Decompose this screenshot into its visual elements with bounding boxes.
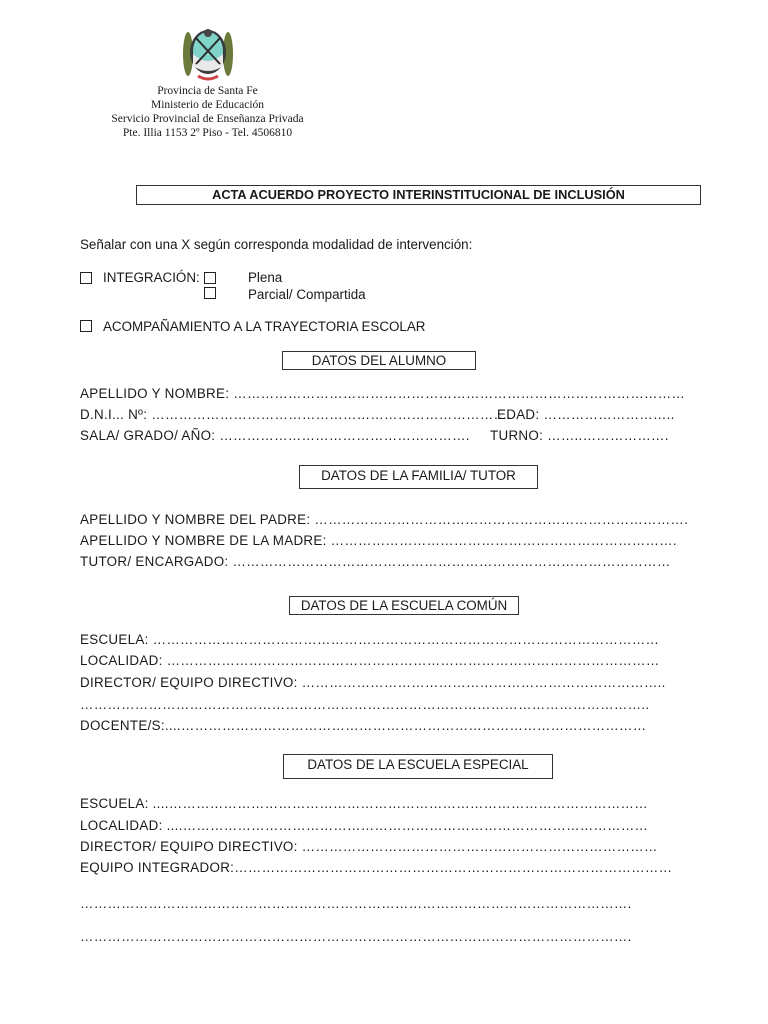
alumno-turno-field[interactable]: TURNO: ……..………………. <box>490 428 669 443</box>
comun-docente-field[interactable]: DOCENTE/S:....………………………………………………………………………………………… <box>80 718 647 733</box>
integracion-label: INTEGRACIÓN: <box>103 270 200 285</box>
alumno-edad-field[interactable]: EDAD: ……………………….. <box>497 407 675 422</box>
familia-heading-text: DATOS DE LA FAMILIA/ TUTOR <box>321 468 516 483</box>
header-line-4: Pte. Illia 1153 2º Piso - Tel. 4506810 <box>122 127 293 139</box>
instruction-text: Señalar con una X según corresponda modalidad de intervención: <box>80 237 473 252</box>
especial-heading-text: DATOS DE LA ESCUELA ESPECIAL <box>307 757 529 772</box>
alumno-apellido-field[interactable]: APELLIDO Y NOMBRE: ……………………………………………………………………………………… <box>80 386 686 401</box>
especial-director-field[interactable]: DIRECTOR/ EQUIPO DIRECTIVO: …………………………………………………………………… <box>80 839 658 854</box>
header-line-3: Servicio Provincial de Enseñanza Privada <box>111 113 304 125</box>
alumno-dni-field[interactable]: D.N.I... Nº: ……………………………………………………………………. <box>80 407 512 422</box>
comun-heading <box>289 596 519 615</box>
comun-director-field[interactable]: DIRECTOR/ EQUIPO DIRECTIVO: …………………………………………………………………….. <box>80 675 666 690</box>
familia-padre-field[interactable]: APELLIDO Y NOMBRE DEL PADRE: ………………………………………………………………………. <box>80 512 689 527</box>
header-line-1: Provincia de Santa Fe <box>157 85 258 97</box>
plena-label: Plena <box>248 270 283 285</box>
especial-blank-line-1[interactable]: …………………………………………………………………………………………………………. <box>80 896 632 911</box>
comun-director-cont-field[interactable]: …………………………………………………………………………………………………………….. <box>80 697 650 712</box>
acompanamiento-label: ACOMPAÑAMIENTO A LA TRAYECTORIA ESCOLAR <box>103 319 426 334</box>
document-title <box>136 185 701 205</box>
acompanamiento-checkbox[interactable] <box>80 320 92 332</box>
comun-escuela-field[interactable]: ESCUELA: ………………………………………………………………………………………………… <box>80 632 660 647</box>
integracion-checkbox[interactable] <box>80 272 92 284</box>
parcial-checkbox[interactable] <box>204 287 216 299</box>
alumno-sala-field[interactable]: SALA/ GRADO/ AÑO: ………………………………………………. <box>80 428 470 443</box>
especial-blank-line-2[interactable]: …………………………………………………………………………………………………………. <box>80 929 632 944</box>
especial-heading <box>283 754 553 779</box>
familia-heading <box>299 465 538 489</box>
comun-localidad-field[interactable]: LOCALIDAD: ……………………………………………………………………………………………… <box>80 653 660 668</box>
familia-tutor-field[interactable]: TUTOR/ ENCARGADO: …………………………………………………………………………………… <box>80 554 671 569</box>
especial-localidad-field[interactable]: LOCALIDAD: ....………………………………………………………………………………………… <box>80 818 649 833</box>
alumno-heading-text: DATOS DEL ALUMNO <box>311 353 447 368</box>
comun-heading-text: DATOS DE LA ESCUELA COMÚN <box>300 598 508 613</box>
alumno-heading <box>282 351 476 370</box>
parcial-label: Parcial/ Compartida <box>248 287 366 302</box>
header-line-2: Ministerio de Educación <box>150 99 265 111</box>
document-title-text: ACTA ACUERDO PROYECTO INTERINSTITUCIONAL DE INCLUSIÓN <box>212 187 625 202</box>
familia-madre-field[interactable]: APELLIDO Y NOMBRE DE LA MADRE: …………………………………………………………………. <box>80 533 677 548</box>
coat-of-arms-emblem <box>182 24 234 84</box>
especial-escuela-field[interactable]: ESCUELA: ....…………………………………………………………………………………………… <box>80 796 648 811</box>
plena-checkbox[interactable] <box>204 272 216 284</box>
especial-equipo-field[interactable]: EQUIPO INTEGRADOR:…………………………………………………………………………………… <box>80 860 673 875</box>
